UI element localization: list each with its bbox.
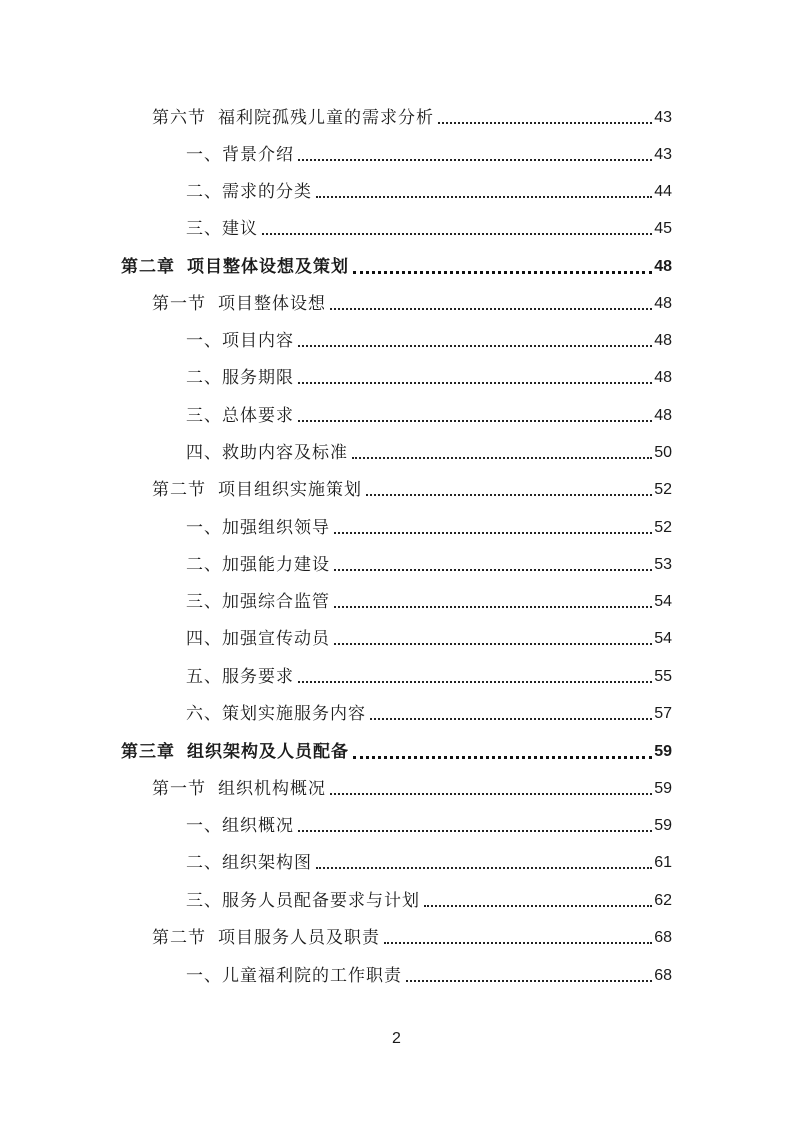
toc-subsection-entry[interactable]	[186, 958, 672, 988]
toc-subsection-entry[interactable]	[186, 584, 672, 614]
dot-leader	[334, 606, 652, 608]
toc-entry-page-number: 57	[654, 705, 672, 722]
dot-leader	[330, 793, 652, 795]
toc-entry-title: 加强组织领导	[222, 518, 330, 538]
toc-subsection-entry[interactable]	[186, 510, 672, 540]
toc-entry-prefix: 六、	[186, 704, 222, 724]
toc-entry-prefix: 二、	[186, 182, 222, 202]
toc-section-entry[interactable]	[152, 100, 672, 130]
toc-entry-page-number: 52	[654, 481, 672, 498]
toc-entry-page-number: 62	[654, 892, 672, 909]
dot-leader	[298, 159, 652, 161]
toc-entry-label	[186, 217, 258, 241]
toc-entry-prefix: 三、	[186, 219, 222, 239]
toc-entry-prefix: 四、	[186, 443, 222, 463]
toc-entry-prefix: 四、	[186, 629, 222, 649]
toc-entry-page-number: 55	[654, 668, 672, 685]
dot-leader	[334, 569, 652, 571]
toc-entry-prefix: 三、	[186, 406, 222, 426]
toc-section-entry[interactable]	[152, 920, 672, 950]
toc-entry-prefix: 第三章	[121, 742, 175, 762]
toc-entry-label	[121, 255, 349, 279]
toc-entry-prefix: 第二节	[152, 480, 206, 500]
dot-leader	[330, 308, 652, 310]
toc-entry-page-number: 61	[654, 854, 672, 871]
toc-entry-page-number: 43	[654, 146, 672, 163]
dot-leader	[298, 830, 652, 832]
toc-entry-title: 策划实施服务内容	[222, 704, 366, 724]
toc-subsection-entry[interactable]	[186, 360, 672, 390]
toc-entry-label	[186, 889, 420, 913]
dot-leader	[298, 420, 652, 422]
toc-entry-prefix: 二、	[186, 853, 222, 873]
dot-leader	[298, 382, 652, 384]
toc-chapter-entry[interactable]	[121, 249, 672, 279]
toc-entry-prefix: 第六节	[152, 108, 206, 128]
toc-subsection-entry[interactable]	[186, 808, 672, 838]
toc-entry-title: 儿童福利院的工作职责	[222, 966, 402, 986]
toc-entry-page-number: 54	[654, 630, 672, 647]
dot-leader	[353, 271, 652, 274]
toc-chapter-entry[interactable]	[121, 734, 672, 764]
toc-entry-label	[152, 292, 326, 316]
toc-entry-prefix: 第二节	[152, 928, 206, 948]
toc-section-entry[interactable]	[152, 771, 672, 801]
toc-entry-title: 项目内容	[222, 331, 294, 351]
toc-subsection-entry[interactable]	[186, 398, 672, 428]
toc-entry-label	[186, 851, 312, 875]
toc-entry-label	[186, 964, 402, 988]
toc-entry-title: 项目整体设想及策划	[187, 257, 349, 277]
dot-leader	[298, 345, 652, 347]
toc-entry-label	[186, 553, 330, 577]
toc-entry-label	[121, 740, 349, 764]
toc-entry-page-number: 59	[654, 743, 672, 760]
toc-entry-title: 组织架构图	[222, 853, 312, 873]
dot-leader	[406, 980, 652, 982]
toc-subsection-entry[interactable]	[186, 174, 672, 204]
toc-entry-prefix: 三、	[186, 891, 222, 911]
toc-entry-page-number: 48	[654, 369, 672, 386]
dot-leader	[298, 681, 652, 683]
toc-subsection-entry[interactable]	[186, 621, 672, 651]
toc-entry-title: 需求的分类	[222, 182, 312, 202]
toc-entry-page-number: 48	[654, 332, 672, 349]
toc-entry-prefix: 五、	[186, 667, 222, 687]
toc-entry-label	[152, 106, 434, 130]
dot-leader	[424, 905, 652, 907]
toc-entry-label	[186, 404, 294, 428]
toc-entry-title: 背景介绍	[222, 145, 294, 165]
toc-entry-title: 项目服务人员及职责	[218, 928, 380, 948]
toc-entry-prefix: 第一节	[152, 779, 206, 799]
dot-leader	[334, 532, 652, 534]
dot-leader	[262, 233, 652, 235]
toc-entry-title: 服务要求	[222, 667, 294, 687]
dot-leader	[352, 457, 652, 459]
toc-entry-title: 服务人员配备要求与计划	[222, 891, 420, 911]
toc-entry-title: 救助内容及标准	[222, 443, 348, 463]
toc-subsection-entry[interactable]	[186, 883, 672, 913]
toc-entry-page-number: 68	[654, 967, 672, 984]
toc-subsection-entry[interactable]	[186, 211, 672, 241]
toc-entry-prefix: 一、	[186, 331, 222, 351]
toc-entry-title: 组织概况	[222, 816, 294, 836]
toc-entry-page-number: 48	[654, 407, 672, 424]
toc-entry-title: 加强能力建设	[222, 555, 330, 575]
dot-leader	[353, 756, 652, 759]
toc-entry-title: 项目整体设想	[218, 294, 326, 314]
toc-entry-label	[152, 926, 380, 950]
toc-entry-page-number: 54	[654, 593, 672, 610]
toc-entry-page-number: 53	[654, 556, 672, 573]
toc-subsection-entry[interactable]	[186, 845, 672, 875]
toc-entry-page-number: 44	[654, 183, 672, 200]
page-number: 2	[392, 1030, 401, 1047]
dot-leader	[366, 494, 652, 496]
toc-entry-label	[186, 441, 348, 465]
toc-entry-page-number: 59	[654, 780, 672, 797]
toc-entry-title: 组织架构及人员配备	[187, 742, 349, 762]
toc-subsection-entry[interactable]	[186, 323, 672, 353]
toc-entry-label	[186, 814, 294, 838]
dot-leader	[370, 718, 652, 720]
toc-entry-title: 服务期限	[222, 368, 294, 388]
toc-entry-page-number: 43	[654, 109, 672, 126]
toc-entry-prefix: 第二章	[121, 257, 175, 277]
toc-entry-title: 福利院孤残儿童的需求分析	[218, 108, 434, 128]
toc-entry-label	[152, 777, 326, 801]
toc-entry-page-number: 68	[654, 929, 672, 946]
toc-entry-label	[186, 665, 294, 689]
toc-subsection-entry[interactable]	[186, 696, 672, 726]
toc-entry-prefix: 一、	[186, 518, 222, 538]
toc-entry-label	[186, 627, 330, 651]
dot-leader	[334, 643, 652, 645]
toc-entry-title: 建议	[222, 219, 258, 239]
toc-entry-prefix: 第一节	[152, 294, 206, 314]
toc-entry-title: 加强综合监管	[222, 592, 330, 612]
toc-entry-label	[186, 516, 330, 540]
toc-entry-page-number: 59	[654, 817, 672, 834]
toc-section-entry[interactable]	[152, 286, 672, 316]
dot-leader	[384, 942, 652, 944]
toc-entry-page-number: 50	[654, 444, 672, 461]
dot-leader	[316, 867, 652, 869]
toc-subsection-entry[interactable]	[186, 435, 672, 465]
toc-entry-title: 加强宣传动员	[222, 629, 330, 649]
toc-entry-label	[186, 180, 312, 204]
toc-entry-prefix: 二、	[186, 368, 222, 388]
toc-entry-prefix: 一、	[186, 145, 222, 165]
toc-entry-label	[186, 366, 294, 390]
toc-entry-title: 总体要求	[222, 406, 294, 426]
toc-entry-page-number: 45	[654, 220, 672, 237]
toc-entry-prefix: 一、	[186, 816, 222, 836]
dot-leader	[316, 196, 652, 198]
toc-subsection-entry[interactable]	[186, 137, 672, 167]
toc-entry-page-number: 48	[654, 258, 672, 275]
toc-section-entry[interactable]	[152, 472, 672, 502]
toc-entry-label	[186, 702, 366, 726]
toc-entry-page-number: 48	[654, 295, 672, 312]
toc-subsection-entry[interactable]	[186, 659, 672, 689]
toc-entry-label	[186, 143, 294, 167]
toc-entry-page-number: 52	[654, 519, 672, 536]
toc-entry-label	[186, 590, 330, 614]
toc-subsection-entry[interactable]	[186, 547, 672, 577]
toc-entry-label	[186, 329, 294, 353]
toc-entry-prefix: 一、	[186, 966, 222, 986]
dot-leader	[438, 122, 652, 124]
toc-entry-title: 组织机构概况	[218, 779, 326, 799]
toc-entry-title: 项目组织实施策划	[218, 480, 362, 500]
toc-entry-prefix: 三、	[186, 592, 222, 612]
toc-entry-prefix: 二、	[186, 555, 222, 575]
toc-entry-label	[152, 478, 362, 502]
